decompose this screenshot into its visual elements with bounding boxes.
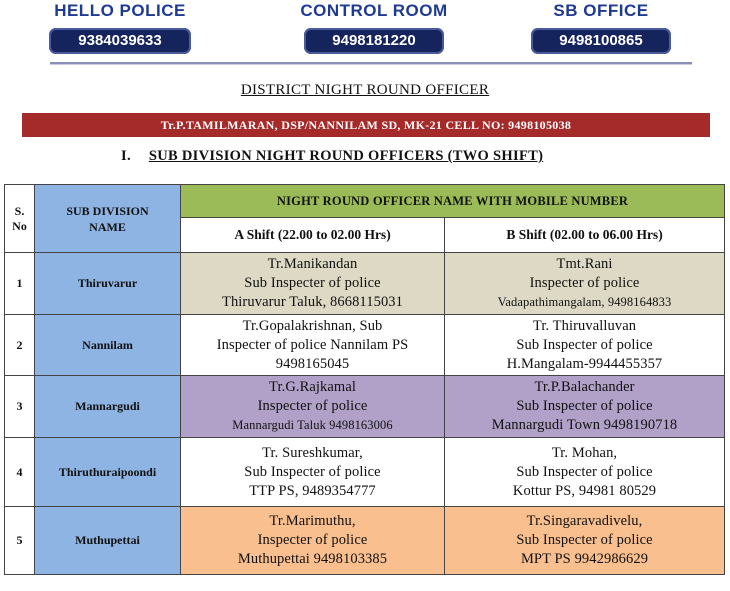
shift-b-officer: Tr.Singaravadivelu, Sub Inspecter of police MPT PS 9942986629 [445, 507, 725, 575]
district-title: DISTRICT NIGHT ROUND OFFICER [240, 82, 490, 98]
subdivision-header: SUB DIVISION NAME [35, 185, 181, 253]
table-row [5, 376, 725, 438]
subdivision-name: Nannilam [35, 315, 181, 376]
section-number: I. [121, 148, 131, 164]
subdivision-name: Muthupettai [35, 507, 181, 575]
helpline-title: HELLO POLICE [54, 1, 186, 20]
shift-a-officer: Tr.Manikandan Sub Inspecter of police Thiruvarur Taluk, 8668115031 [181, 253, 445, 315]
shift-a-header: A Shift (22.00 to 02.00 Hrs) [181, 218, 445, 253]
subdivision-name: Thiruvarur [35, 253, 181, 315]
row-sno: 3 [5, 376, 35, 438]
shift-a-officer: Tr.G.Rajkamal Inspecter of police Mannargudi Taluk 9498163006 [181, 376, 445, 438]
helpline-control-room [276, 0, 472, 54]
shift-a-officer: Tr.Gopalakrishnan, Sub Inspecter of police Nannilam PS 9498165045 [181, 315, 445, 376]
shift-a-officer: Tr. Sureshkumar, Sub Inspecter of police TTP PS, 9489354777 [181, 438, 445, 507]
helpline-title: CONTROL ROOM [300, 1, 448, 20]
helpline-title: SB OFFICE [553, 1, 649, 20]
table-row [5, 315, 725, 376]
helpline-hello-police [30, 0, 210, 54]
row-sno: 5 [5, 507, 35, 575]
shift-b-officer: Tr.P.Balachander Sub Inspecter of police Mannargudi Town 9498190718 [445, 376, 725, 438]
shift-b-officer: Tr. Thiruvalluvan Sub Inspecter of police H.Mangalam-9944455357 [445, 315, 725, 376]
shift-b-officer: Tr. Mohan, Sub Inspecter of police Kottur PS, 94981 80529 [445, 438, 725, 507]
table-row [5, 507, 725, 575]
row-sno: 2 [5, 315, 35, 376]
sno-header: S. No [5, 185, 35, 253]
helpline-number-badge: 9498100865 [531, 28, 671, 54]
night-round-officers-table [4, 184, 725, 575]
table-row [5, 438, 725, 507]
officer-name-header: NIGHT ROUND OFFICER NAME WITH MOBILE NUMBER [181, 185, 725, 218]
subdivision-name: Thiruthuraipoondi [35, 438, 181, 507]
helpline-number-badge: 9384039633 [49, 28, 191, 54]
section-title: SUB DIVISION NIGHT ROUND OFFICERS (TWO SHIFT) [148, 148, 544, 164]
helpline-number-badge: 9498181220 [304, 28, 444, 54]
subdivision-name: Mannargudi [35, 376, 181, 438]
header-divider [50, 62, 692, 65]
helpline-sb-office [512, 0, 690, 54]
row-sno: 1 [5, 253, 35, 315]
shift-b-header: B Shift (02.00 to 06.00 Hrs) [445, 218, 725, 253]
table-row [5, 253, 725, 315]
shift-b-officer: Tmt.Rani Inspecter of police Vadapathimangalam, 9498164833 [445, 253, 725, 315]
shift-a-officer: Tr.Marimuthu, Inspecter of police Muthupettai 9498103385 [181, 507, 445, 575]
section-heading [121, 148, 543, 165]
row-sno: 4 [5, 438, 35, 507]
district-officer-banner: Tr.P.TAMILMARAN, DSP/NANNILAM SD, MK-21 CELL NO: 9498105038 [22, 113, 710, 137]
